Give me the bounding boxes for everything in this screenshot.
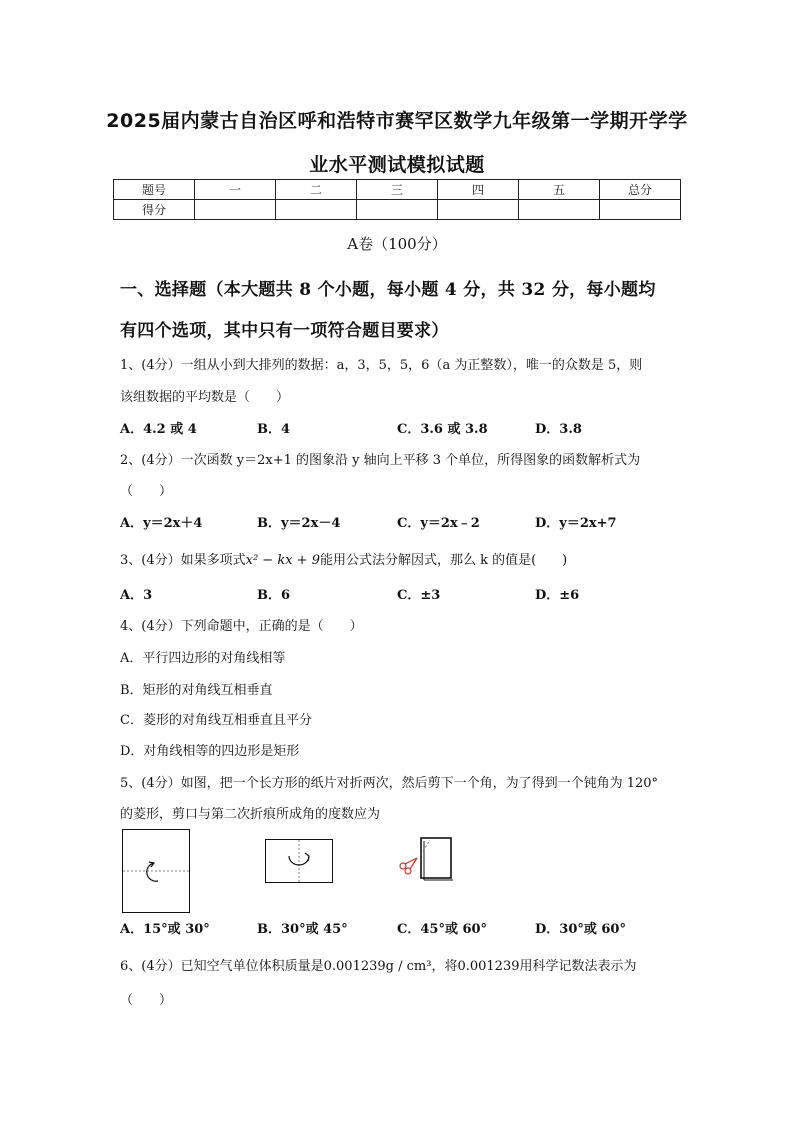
q4-option-a: A．平行四边形的对角线相等 bbox=[120, 651, 286, 666]
q2-option-d: D．y＝2x+7 bbox=[535, 516, 617, 531]
score-input-cell bbox=[195, 200, 276, 220]
q1-option-b: B．4 bbox=[257, 422, 291, 437]
folded-paper-figure-1 bbox=[122, 829, 190, 913]
q1-option-c: C．3.6 或 3.8 bbox=[397, 422, 488, 437]
score-input-cell bbox=[357, 200, 438, 220]
question-3-formula: x² − kx + 9 bbox=[245, 553, 320, 568]
q2-option-a: A．y＝2x＋4 bbox=[120, 516, 203, 531]
score-row-label: 得分 bbox=[114, 200, 195, 220]
q3-option-b: B．6 bbox=[257, 588, 291, 603]
score-input-cell bbox=[600, 200, 681, 220]
score-table-score-row bbox=[114, 200, 681, 220]
question-3-suffix: 能用公式法分解因式，那么 k 的值是( ) bbox=[319, 553, 568, 568]
score-table bbox=[113, 179, 681, 220]
score-header-cell: 五 bbox=[519, 180, 600, 200]
score-header-cell: 总分 bbox=[600, 180, 681, 200]
question-1-line-2: 该组数据的平均数是（ ） bbox=[120, 390, 290, 405]
question-2-line-2: （ ） bbox=[120, 484, 173, 499]
q2-option-b: B．y＝2x－4 bbox=[257, 516, 341, 531]
scissors-icon bbox=[400, 858, 417, 874]
q3-option-c: C．±3 bbox=[397, 588, 441, 603]
score-table-header-row bbox=[114, 180, 681, 200]
question-5-line-2: 的菱形，剪口与第二次折痕所成角的度数应为 bbox=[120, 807, 381, 822]
q4-option-d: D．对角线相等的四边形是矩形 bbox=[120, 744, 300, 759]
q2-option-c: C．y＝2x﹣2 bbox=[397, 516, 480, 531]
question-3-line-1 bbox=[120, 549, 567, 568]
q5-option-b: B．30°或 45° bbox=[257, 922, 348, 937]
question-6-number: 0.001239 bbox=[457, 959, 520, 974]
score-header-cell: 四 bbox=[438, 180, 519, 200]
q4-option-b: B．矩形的对角线互相垂直 bbox=[120, 683, 273, 698]
score-header-cell: 一 bbox=[195, 180, 276, 200]
question-6-middle: ，将 bbox=[431, 959, 458, 974]
question-1-line-1: 1、(4分）一组从小到大排列的数据：a，3，5，5，6（a 为正整数），唯一的众数是 5，则 bbox=[120, 358, 643, 373]
section-heading-line-2: 有四个选项，其中只有一项符合题目要求） bbox=[120, 321, 449, 341]
score-header-cell: 三 bbox=[357, 180, 438, 200]
question-2-line-1: 2、(4分）一次函数 y＝2x+1 的图象沿 y 轴向上平移 3 个单位，所得图象的函数解析式为 bbox=[120, 453, 641, 468]
cut-paper-figure-3 bbox=[397, 836, 457, 882]
folded-paper-figure-2 bbox=[265, 839, 333, 883]
title-line-2: 业水平测试模拟试题 bbox=[309, 154, 485, 176]
question-6-formula: 0.001239g / cm³ bbox=[323, 959, 432, 974]
question-4-line-1: 4、(4分）下列命题中，正确的是（ ） bbox=[120, 619, 363, 634]
title-line-1: 2025届内蒙古自治区呼和浩特市赛罕区数学九年级第一学期开学学 bbox=[106, 110, 688, 132]
q3-option-a: A．3 bbox=[120, 588, 153, 603]
q1-option-a: A．4.2 或 4 bbox=[120, 422, 197, 437]
score-input-cell bbox=[519, 200, 600, 220]
question-3-prefix: 3、(4分）如果多项式 bbox=[120, 553, 246, 568]
section-heading-line-1: 一、选择题（本大题共 8 个小题，每小题 4 分，共 32 分，每小题均 bbox=[120, 280, 656, 300]
q5-option-d: D．30°或 60° bbox=[535, 922, 626, 937]
volume-a-heading: A卷（100分） bbox=[347, 235, 447, 253]
score-input-cell bbox=[276, 200, 357, 220]
question-6-prefix: 6、(4分）已知空气单位体积质量是 bbox=[120, 959, 324, 974]
score-header-cell: 二 bbox=[276, 180, 357, 200]
q1-option-d: D．3.8 bbox=[535, 422, 582, 437]
score-header-cell: 题号 bbox=[114, 180, 195, 200]
q4-option-c: C．菱形的对角线互相垂直且平分 bbox=[120, 713, 312, 728]
q5-option-a: A．15°或 30° bbox=[120, 922, 210, 937]
question-6-line-2: （ ） bbox=[120, 993, 173, 1008]
q3-option-d: D．±6 bbox=[535, 588, 580, 603]
question-6-line-1 bbox=[120, 955, 637, 974]
question-6-suffix: 用科学记数法表示为 bbox=[519, 959, 637, 974]
score-input-cell bbox=[438, 200, 519, 220]
question-5-line-1: 5、(4分）如图，把一个长方形的纸片对折两次，然后剪下一个角，为了得到一个钝角为 120° bbox=[120, 776, 659, 791]
q5-option-c: C．45°或 60° bbox=[397, 922, 488, 937]
